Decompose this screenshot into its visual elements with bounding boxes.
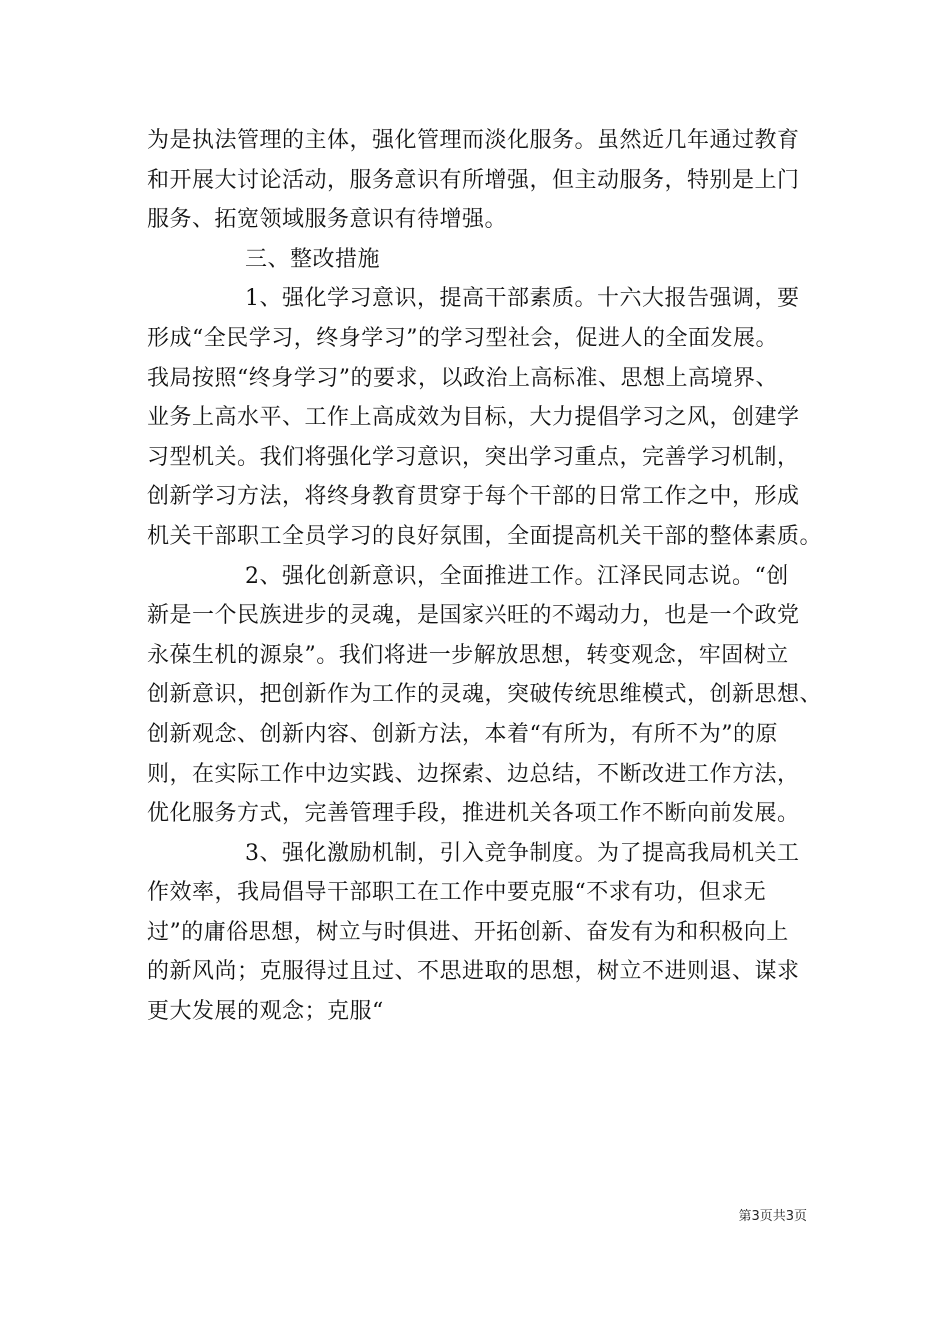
body-line-9: 习型机关。我们将强化学习意识，突出学习重点，完善学习机制， [147,444,800,470]
body-line-20: 作效率，我局倡导干部职工在工作中要克服“不求有功，但求无 [147,880,767,906]
body-line-7: 我局按照“终身学习”的要求，以政治上高标准、思想上高境界、 [147,365,778,391]
body-line-18: 优化服务方式，完善管理手段，推进机关各项工作不断向前发展。 [147,801,800,827]
body-line-15: 创新意识，把创新作为工作的灵魂，突破传统思维模式，创新思想、 [147,682,823,708]
item-1-first-line: 1、强化学习意识，提高干部素质。十六大报告强调，要 [245,286,800,312]
body-line-11: 机关干部职工全员学习的良好氛围，全面提高机关干部的整体素质。 [147,523,823,549]
document-body [147,121,823,1032]
body-line-3: 服务、拓宽领域服务意识有待增强。 [147,207,508,233]
body-line-21: 过”的庸俗思想，树立与时俱进、开拓创新、奋发有为和积极向上 [147,919,789,945]
body-line-14: 永葆生机的源泉”。我们将进一步解放思想，转变观念，牢固树立 [147,642,789,668]
body-line-8: 业务上高水平、工作上高成效为目标，大力提倡学习之风，创建学 [147,405,800,431]
body-line-17: 则，在实际工作中边实践、边探索、边总结，不断改进工作方法， [147,761,800,787]
item-3-first-line: 3、强化激励机制，引入竞争制度。为了提高我局机关工 [245,840,800,866]
body-line-2: 和开展大讨论活动，服务意识有所增强，但主动服务，特别是上门 [147,167,800,193]
body-line-22: 的新风尚；克服得过且过、不思进取的思想，树立不进则退、谋求 [147,959,800,985]
body-line-6: 形成“全民学习，终身学习”的学习型社会，促进人的全面发展。 [147,325,778,351]
body-line-1: 为是执法管理的主体，强化管理而淡化服务。虽然近几年通过教育 [147,128,800,153]
page-number-footer: 第3页共3页 [738,1209,807,1224]
section-heading-rectification: 三、整改措施 [245,246,381,272]
item-2-first-line: 2、强化创新意识，全面推进工作。江泽民同志说。“创 [245,563,789,589]
body-line-16: 创新观念、创新内容、创新方法，本着“有所为，有所不为”的原 [147,721,778,747]
body-line-13: 新是一个民族进步的灵魂，是国家兴旺的不竭动力，也是一个政党 [147,603,800,629]
body-line-10: 创新学习方法，将终身教育贯穿于每个干部的日常工作之中，形成 [147,484,800,510]
body-line-23: 更大发展的观念；克服“ [147,999,384,1025]
